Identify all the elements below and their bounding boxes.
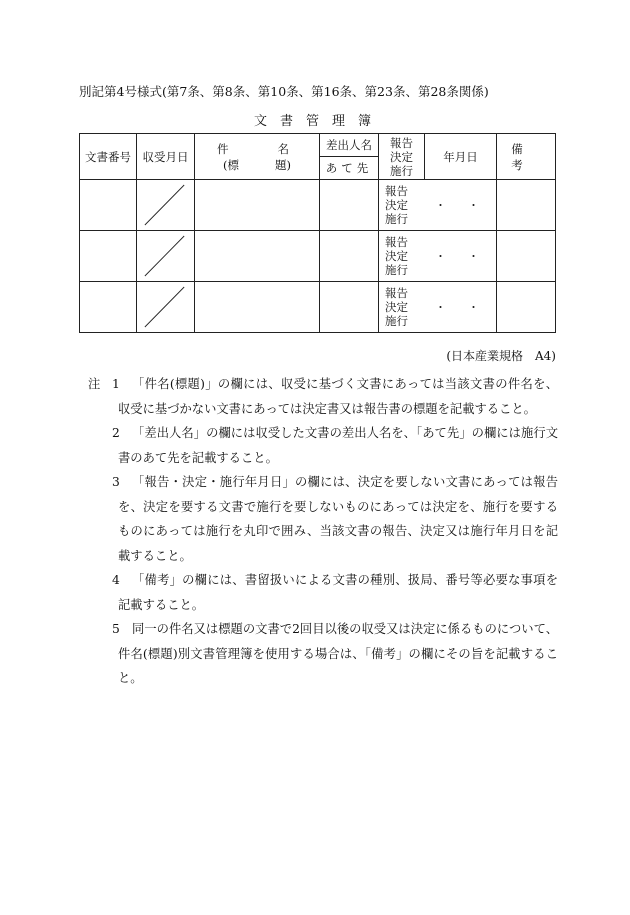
- note-item: [88, 421, 558, 470]
- cell-received-date: [137, 282, 195, 333]
- cell-sender: [320, 231, 379, 282]
- row-stack-report: 報告: [385, 286, 408, 300]
- note-item: [88, 617, 558, 691]
- table-row: [80, 282, 556, 333]
- table-row: [80, 231, 556, 282]
- row-stack-enforcement: 施行: [385, 212, 408, 226]
- header-subject-title2: 題): [275, 157, 291, 172]
- date-dot-marks: ・ ・: [435, 199, 479, 212]
- cell-received-date: [137, 231, 195, 282]
- cell-subject: [195, 282, 320, 333]
- document-title: 文書管理簿: [253, 114, 384, 129]
- form-header: 別記第4号様式(第7条、第8条、第10条、第16条、第23条、第28条関係): [79, 84, 489, 99]
- header-date: 年月日: [425, 134, 497, 180]
- header-subject-char1: 件: [217, 141, 229, 156]
- cell-sender: [320, 180, 379, 231]
- diagonal-slash: [137, 282, 194, 332]
- header-stack-report: 報告: [390, 135, 413, 150]
- header-document-number: 文書番号: [80, 134, 137, 180]
- row-stack-decision: 決定: [385, 300, 408, 314]
- note-number: 5: [112, 622, 120, 636]
- cell-document-number: [80, 180, 137, 231]
- note-text: 「備考」の欄には、書留扱いによる文書の種別、扱局、番号等必要な事項を記載すること。: [118, 573, 558, 612]
- paper-standard-note: (日本産業規格 A4): [446, 349, 556, 363]
- note-number: 2: [112, 426, 120, 440]
- cell-document-number: [80, 282, 137, 333]
- header-remarks: 備考: [497, 134, 556, 180]
- note-text: 同一の件名又は標題の文書で2回目以後の収受又は決定に係るものについて、件名(標題)別文書管理簿を使用する場合は、「備考」の欄にその旨を記載すること。: [118, 622, 558, 685]
- note-number: 4: [112, 573, 120, 587]
- header-stack-enforcement: 施行: [390, 163, 413, 178]
- row-stack-decision: 決定: [385, 198, 408, 212]
- row-stack-enforcement: 施行: [385, 314, 408, 328]
- cell-remarks: [497, 180, 556, 231]
- note-text: 「報告・決定・施行年月日」の欄には、決定を要しない文書にあっては報告を、決定を要する文書で施行を要しないものにあっては決定を、施行を要するものにあっては施行を丸印で囲み、当該文書の報告、決定又は施行年月日を記載すること。: [118, 475, 558, 563]
- header-received-date: 収受月日: [137, 134, 195, 180]
- cell-sender: [320, 282, 379, 333]
- header-stack-decision: 決定: [390, 149, 413, 164]
- diagonal-slash: [137, 231, 194, 281]
- note-item: [88, 372, 558, 421]
- header-subject: [195, 134, 320, 180]
- note-text: 「差出人名」の欄には収受した文書の差出人名を、「あて先」の欄には施行文書のあて先を記載すること。: [118, 426, 558, 465]
- cell-remarks: [497, 282, 556, 333]
- cell-subject: [195, 231, 320, 282]
- notes-section: [88, 372, 558, 691]
- cell-date: [379, 282, 497, 333]
- header-subject-char2: 名: [277, 141, 289, 156]
- row-stack-decision: 決定: [385, 249, 408, 263]
- header-subject-title1: (標: [223, 157, 239, 172]
- cell-date: [379, 180, 497, 231]
- header-stack: [379, 134, 425, 180]
- cell-document-number: [80, 231, 137, 282]
- header-recipient: あて先: [320, 157, 379, 180]
- note-number: 1: [112, 377, 120, 391]
- table-row: [80, 180, 556, 231]
- header-row: [80, 134, 556, 157]
- document-register-table: [79, 133, 556, 333]
- diagonal-slash: [137, 180, 194, 230]
- cell-remarks: [497, 231, 556, 282]
- notes-lead: 注: [88, 377, 101, 391]
- row-stack-report: 報告: [385, 235, 408, 249]
- header-sender: 差出人名: [320, 134, 379, 157]
- note-item: [88, 568, 558, 617]
- note-item: [88, 470, 558, 568]
- note-text: 「件名(標題)」の欄には、収受に基づく文書にあっては当該文書の件名を、収受に基づかない文書にあっては決定書又は報告書の標題を記載すること。: [118, 377, 558, 416]
- date-dot-marks: ・ ・: [435, 301, 479, 314]
- note-number: 3: [112, 475, 120, 489]
- cell-date: [379, 231, 497, 282]
- date-dot-marks: ・ ・: [435, 250, 479, 263]
- row-stack-enforcement: 施行: [385, 263, 408, 277]
- row-stack-report: 報告: [385, 184, 408, 198]
- cell-subject: [195, 180, 320, 231]
- cell-received-date: [137, 180, 195, 231]
